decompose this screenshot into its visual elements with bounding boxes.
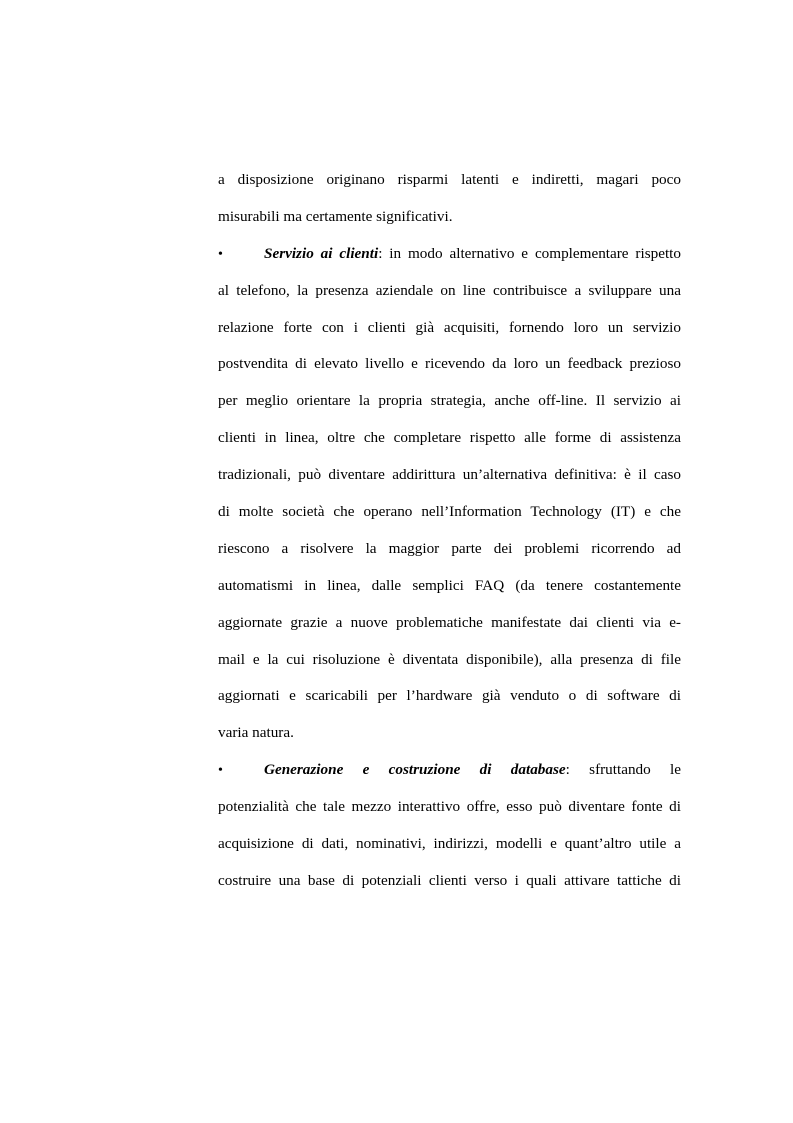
bullet-item-customer-service: [218, 240, 681, 277]
bullet-term: Generazione e costruzione di database: [264, 761, 566, 779]
bullet-first-line-text: : in modo alternativo e complementare rispetto: [378, 244, 681, 262]
text-line: varia natura.: [218, 724, 294, 742]
text-line: di molte società che operano nell’Information Technology (IT) e che: [218, 503, 681, 521]
text-line: riescono a risolvere la maggior parte dei problemi ricorrendo ad: [218, 539, 681, 557]
text-line: aggiornati e scaricabili per l’hardware già venduto o di software di: [218, 687, 681, 705]
bullet-icon: •: [218, 246, 223, 262]
text-line: aggiornate grazie a nuove problematiche manifestate dai clienti via e-: [218, 613, 681, 631]
bullet-first-line-text: : sfruttando le: [565, 761, 681, 779]
text-line: tradizionali, può diventare addirittura un’alternativa definitiva: è il caso: [218, 466, 681, 484]
text-line: misurabili ma certamente significativi.: [218, 207, 453, 225]
text-line: postvendita di elevato livello e ricevendo da loro un feedback prezioso: [218, 355, 681, 373]
text-line: al telefono, la presenza aziendale on line contribuisce a sviluppare una: [218, 281, 681, 299]
bullet-term: Servizio ai clienti: [264, 244, 379, 262]
text-line: costruire una base di potenziali clienti verso i quali attivare tattiche di: [218, 871, 681, 889]
text-line: acquisizione di dati, nominativi, indirizzi, modelli e quant’altro utile a: [218, 835, 681, 853]
bullet-item-database: [218, 756, 681, 793]
text-line: a disposizione originano risparmi latenti e indiretti, magari poco: [218, 171, 681, 188]
text-line: potenzialità che tale mezzo interattivo offre, esso può diventare fonte di: [218, 798, 681, 816]
bullet-first-line: [264, 756, 681, 784]
text-line: relazione forte con i clienti già acquisiti, fornendo loro un servizio: [218, 318, 681, 336]
bullet-icon: •: [218, 763, 223, 779]
bullet-first-line: [264, 240, 681, 268]
text-line: automatismi in linea, dalle semplici FAQ (da tenere costantemente: [218, 576, 681, 594]
body-text: [218, 166, 681, 904]
text-line: per meglio orientare la propria strategia, anche off-line. Il servizio ai: [218, 392, 681, 410]
text-line: clienti in linea, oltre che completare rispetto alle forme di assistenza: [218, 429, 681, 447]
text-line: mail e la cui risoluzione è diventata disponibile), alla presenza di file: [218, 650, 681, 668]
